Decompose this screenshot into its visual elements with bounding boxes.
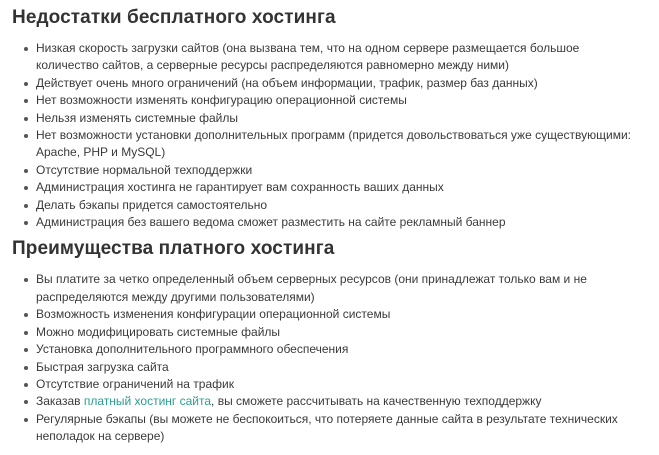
list-item-text: Можно модифицировать системные файлы [36,324,281,339]
list-item-text: Регулярные бэкапы (вы можете не беспокоиться, что потеряете данные сайта в результате технических неполадок на сервере) [36,411,618,444]
list-item [24,197,644,214]
list-item [24,271,644,306]
list-item [24,110,644,127]
bullet-icon [24,99,28,103]
list-item-text-before: Заказав [36,394,84,409]
bullet-icon [24,221,28,225]
bullet-icon [24,186,28,190]
list-item-text: Нет возможности изменять конфигурацию операционной системы [36,93,407,108]
bullet-icon [24,418,28,422]
list-item [24,127,644,162]
list-item-text: Администрация без вашего ведома сможет разместить на сайте рекламный баннер [36,215,506,230]
list-item-text: Установка дополнительного программного обеспечения [36,342,349,357]
list-item-text: Делать бэкапы придется самостоятельно [36,197,268,212]
list-item-text-after: , вы сможете рассчитывать на качественную техподдержку [211,394,542,409]
list-item-text: Отсутствие нормальной техподдержки [36,162,253,177]
list-item [24,179,644,196]
list-item [24,40,644,75]
bullet-icon [24,331,28,335]
list-item-text: Нельзя изменять системные файлы [36,110,238,125]
list-item [24,162,644,179]
bullet-icon [24,47,28,51]
list-item [24,411,644,446]
section-heading-advantages: Преимущества платного хостинга [12,238,335,260]
bullet-icon [24,366,28,370]
bullet-icon [24,278,28,282]
list-item-text: Низкая скорость загрузки сайтов (она вызвана тем, что на одном сервере размещается большое количество сайтов, а серверные ресурсы распределяются равномерно между ними) [36,41,580,73]
list-item-text: Отсутствие ограничений на трафик [36,376,234,391]
advantages-list [12,271,644,445]
list-item-text: Быстрая загрузка сайта [36,359,169,374]
list-item [24,92,644,109]
section-heading-disadvantages: Недостатки бесплатного хостинга [12,7,336,28]
list-item [24,393,644,410]
list-item-text: Администрация хостинга не гарантирует вам сохранность ваших данных [36,180,444,195]
list-item-text: Вы платите за четко определенный объем серверных ресурсов (они принадлежат только вам и не распределяются между другими пользователями) [36,272,587,304]
list-item [24,214,644,231]
list-item-text: Действует очень много ограничений (на объем информации, трафик, размер баз данных) [36,75,538,90]
bullet-icon [24,313,28,317]
list-item [24,324,644,341]
bullet-icon [24,204,28,208]
bullet-icon [24,134,28,138]
bullet-icon [24,383,28,387]
list-item [24,341,644,358]
paid-hosting-link[interactable]: платный хостинг сайта [83,394,212,409]
list-item [24,306,644,323]
list-item-text: Нет возможности установки дополнительных программ (придется довольствоваться уже существующими: Apache, PHP и MySQL) [36,128,631,160]
bullet-icon [24,169,28,173]
bullet-icon [24,117,28,121]
list-item [24,376,644,393]
disadvantages-list [12,40,644,231]
bullet-icon [24,82,28,86]
list-item-text: Возможность изменения конфигурации операционной системы [36,307,391,322]
list-item [24,75,644,92]
bullet-icon [24,348,28,352]
list-item [24,359,644,376]
bullet-icon [24,400,28,404]
